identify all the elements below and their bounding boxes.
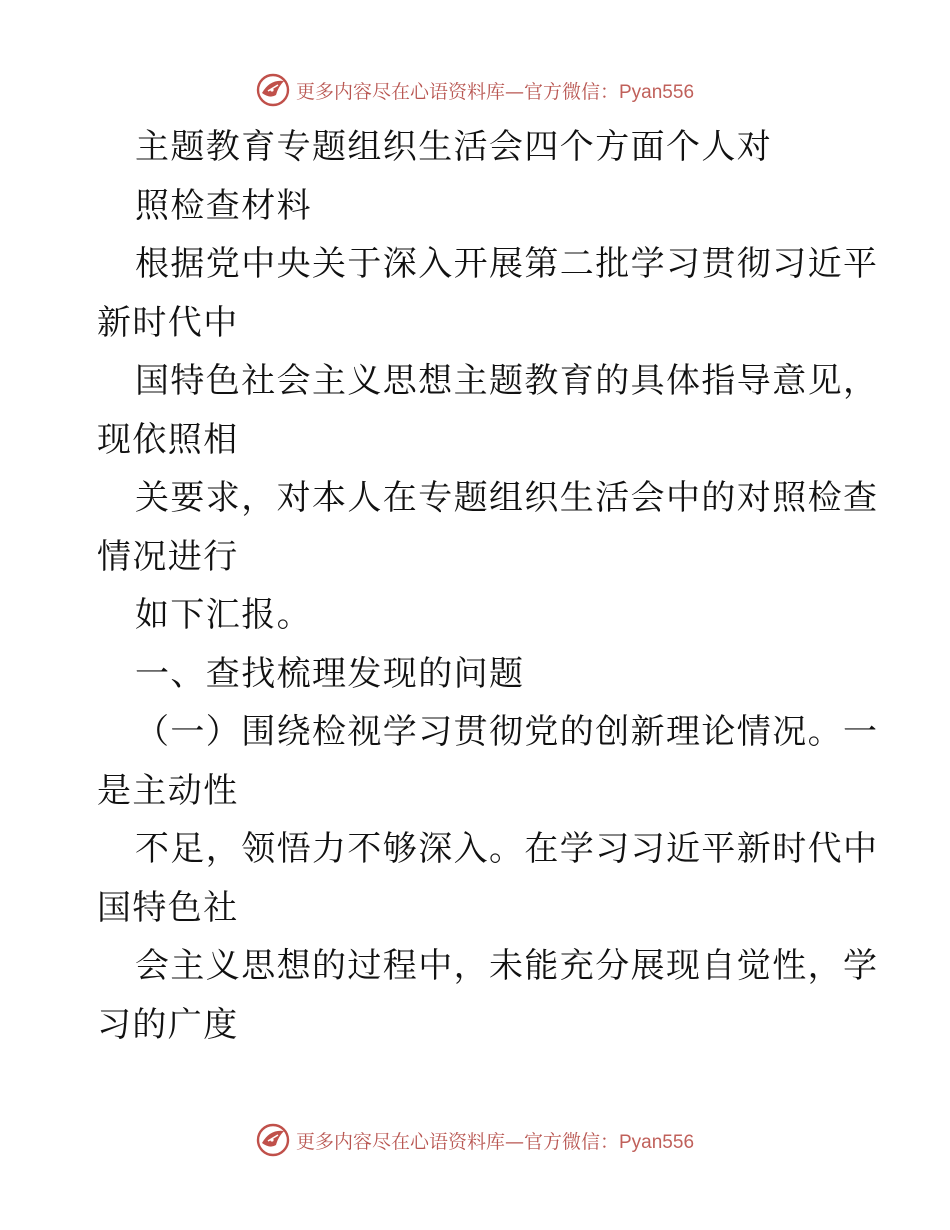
watermark-text: 更多内容尽在心语资料库—官方微信：Pyan556 bbox=[295, 80, 695, 103]
text-line: 会主义思想的过程中，未能充分展现自觉性，学 bbox=[135, 946, 879, 986]
wechat-id: Pyan556 bbox=[619, 81, 695, 103]
pen-nib-logo-icon bbox=[256, 73, 290, 107]
text-line: 不足，领悟力不够深入。在学习习近平新时代中 bbox=[135, 829, 879, 869]
text-line: 主题教育专题组织生活会四个方面个人对 bbox=[135, 127, 773, 167]
text-line: 一、查找梳理发现的问题 bbox=[135, 653, 525, 694]
text-line: 新时代中 bbox=[97, 302, 239, 343]
text-line: 情况进行 bbox=[97, 536, 239, 577]
header-watermark-banner bbox=[0, 70, 950, 110]
text-line: 根据党中央关于深入开展第二批学习贯彻习近平 bbox=[135, 244, 879, 284]
watermark-text: 更多内容尽在心语资料库—官方微信：Pyan556 bbox=[295, 1130, 695, 1153]
text-line: 国特色社 bbox=[97, 887, 239, 928]
footer-watermark-banner bbox=[0, 1120, 950, 1160]
text-line: 现依照相 bbox=[97, 419, 239, 460]
text-line: 国特色社会主义思想主题教育的具体指导意见， bbox=[135, 361, 879, 401]
text-line: 习的广度 bbox=[97, 1004, 239, 1045]
text-line: （一）围绕检视学习贯彻党的创新理论情况。一 bbox=[135, 712, 879, 752]
text-line: 如下汇报。 bbox=[135, 595, 312, 635]
pen-nib-logo-icon bbox=[256, 1123, 290, 1157]
text-line: 是主动性 bbox=[97, 770, 239, 811]
text-line: 照检查材料 bbox=[135, 185, 312, 226]
text-line: 关要求，对本人在专题组织生活会中的对照检查 bbox=[135, 478, 879, 518]
wechat-id: Pyan556 bbox=[619, 1131, 695, 1153]
document-body bbox=[97, 118, 879, 1054]
